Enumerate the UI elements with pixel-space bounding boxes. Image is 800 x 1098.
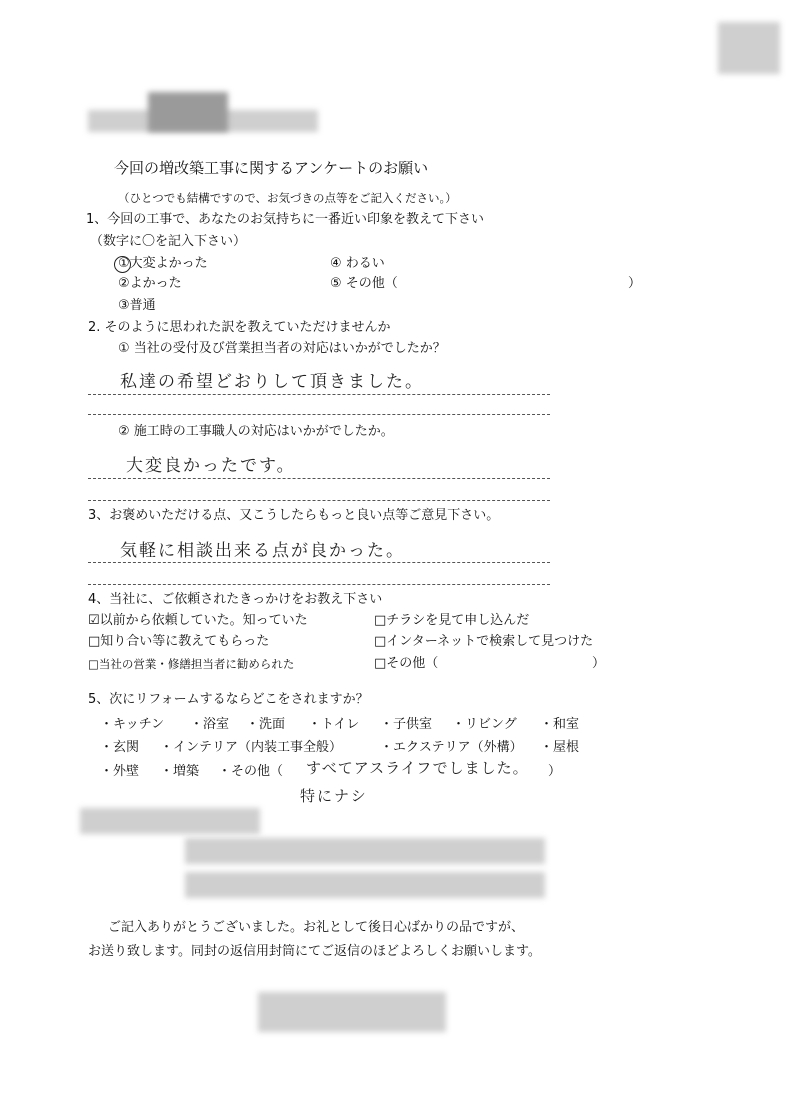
answer-line (88, 414, 550, 415)
answer-line (88, 584, 550, 585)
q1-option-3[interactable]: ③普通 (118, 298, 156, 313)
q2-sub1: ① 当社の受付及び営業担当者の対応はいかがでしたか？ (118, 341, 446, 356)
q1-option-1[interactable]: ①大変よかった (118, 256, 208, 271)
q5-answer-note: 特にナシ (300, 787, 368, 805)
q5-item-other-close: ） (548, 764, 562, 779)
answer-line (88, 500, 550, 501)
q1-question: 1、今回の工事で、あなたのお気持ちに一番近い印象を教えて下さい (86, 212, 485, 227)
q4-option-other[interactable]: □その他（ (374, 656, 439, 671)
q4-option-internet[interactable]: □インターネットで検索して見つけた (374, 634, 594, 649)
q4-question: 4、当社に、ご依頼されたきっかけをお教え下さい (88, 592, 383, 607)
q5-item-entrance[interactable]: ・玄関 (100, 740, 140, 755)
q5-item-kitchen[interactable]: ・キッチン (100, 717, 165, 732)
q3-answer: 気軽に相談出来る点が良かった。 (120, 541, 405, 561)
answer-line (88, 562, 550, 563)
q4-option-acquaintance[interactable]: □知り合い等に教えてもらった (88, 634, 270, 649)
q1-option-4[interactable]: ④ わるい (330, 256, 385, 271)
q5-item-bathroom[interactable]: ・浴室 (190, 717, 230, 732)
q5-item-extension[interactable]: ・増築 (160, 764, 200, 779)
q5-item-washroom[interactable]: ・洗面 (246, 717, 286, 732)
q3-question: 3、お褒めいただける点、又こうしたらもっと良い点等ご意見下さい。 (88, 508, 500, 523)
page-title: 今回の増改築工事に関するアンケートのお願い (114, 159, 429, 177)
closing-line-2: お送り致します。同封の返信用封筒にてご返信のほどよろしくお願いします。 (88, 944, 541, 959)
answer-line (88, 394, 550, 395)
answer-line (88, 478, 550, 479)
q5-question: 5、次にリフォームするならどこをされますか？ (88, 692, 369, 707)
page-subtitle: （ひとつでも結構ですので、お気づきの点等をご記入ください。） (118, 191, 457, 205)
q5-item-living[interactable]: ・リビング (452, 717, 517, 732)
q5-answer-other: すべてアスライフでしました。 (306, 759, 529, 777)
q1-option-2[interactable]: ②よかった (118, 276, 182, 291)
redacted-name-block (80, 808, 260, 834)
q5-item-roof[interactable]: ・屋根 (540, 740, 580, 755)
q4-option-flyer[interactable]: □チラシを見て申し込んだ (374, 613, 530, 628)
redacted-logo-top-right (718, 22, 780, 74)
q2-answer-1: 私達の希望どおりして頂きました。 (120, 372, 424, 392)
q1-option-5-close: ） (628, 276, 642, 291)
q4-option-previous[interactable]: ☑以前から依頼していた。知っていた (88, 613, 308, 628)
redacted-address-line-1 (185, 838, 545, 864)
q1-instruction: （数字に〇を記入下さい） (90, 234, 247, 249)
q2-question: 2. そのように思われた訳を教えていただけませんか (88, 320, 391, 335)
q5-item-outer-wall[interactable]: ・外壁 (100, 764, 140, 779)
redacted-address-line-2 (185, 872, 545, 898)
q4-option-sales[interactable]: □当社の営業・修繕担当者に勧められた (88, 657, 295, 671)
q5-item-japanese-room[interactable]: ・和室 (540, 717, 580, 732)
q4-option-other-close: ） (592, 656, 606, 671)
q5-item-exterior[interactable]: ・エクステリア（外構） (380, 740, 523, 755)
q5-item-other[interactable]: ・その他（ (218, 764, 284, 779)
q2-sub2: ② 施工時の工事職人の対応はいかがでしたか。 (118, 424, 394, 439)
q1-option-5[interactable]: ⑤ その他（ (330, 276, 398, 291)
closing-line-1: ご記入ありがとうございました。お礼として後日心ばかりの品ですが、 (108, 920, 525, 935)
q2-answer-2: 大変良かったです。 (126, 456, 296, 476)
redacted-header-mark (148, 92, 228, 132)
q5-item-kids-room[interactable]: ・子供室 (380, 717, 433, 732)
redacted-company-stamp (258, 992, 446, 1032)
q5-item-toilet[interactable]: ・トイレ (308, 717, 360, 732)
q5-item-interior[interactable]: ・インテリア（内装工事全般） (160, 740, 343, 755)
